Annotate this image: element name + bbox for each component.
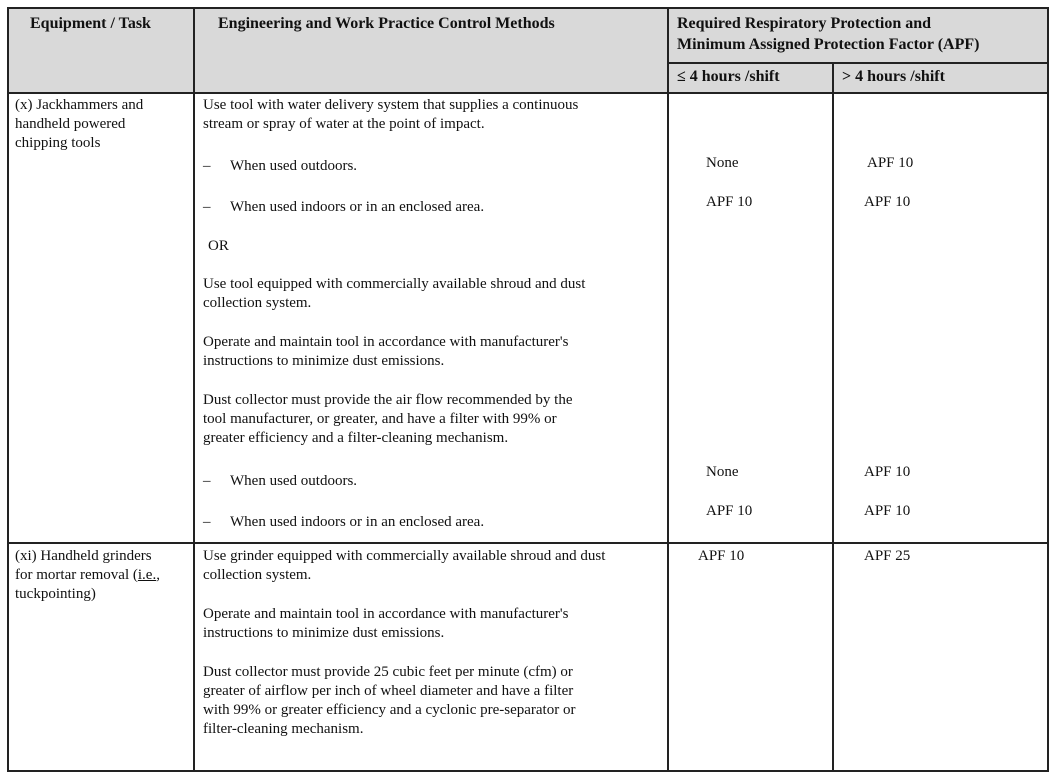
- xi-shroud-line1: Use grinder equipped with commercially available shroud and dust: [203, 548, 606, 564]
- indoors-text: When used indoors or in an enclosed area.: [230, 514, 485, 530]
- outdoors-text: When used outdoors.: [230, 158, 358, 174]
- x-shroud-line2: collection system.: [203, 295, 312, 311]
- x-water-line1: Use tool with water delivery system that supplies a continuous: [203, 97, 579, 113]
- x-water-outdoors-gt4: APF 10: [867, 155, 914, 171]
- xi-operate-line2: instructions to minimize dust emissions.: [203, 625, 445, 641]
- task-xi-line2-post: ,: [156, 567, 160, 583]
- subheader-divider: [668, 62, 1049, 64]
- dash-bullet: –: [203, 199, 211, 215]
- dash-bullet: –: [203, 514, 211, 530]
- x-water-indoors: [203, 198, 484, 217]
- x-shroud-outdoors: [203, 472, 357, 491]
- x-operate-line2: instructions to minimize dust emissions.: [203, 353, 445, 369]
- table-right-border: [1047, 7, 1049, 772]
- x-shroud-outdoors-le4: None: [706, 464, 739, 480]
- x-or: OR: [208, 238, 229, 254]
- task-xi-ie: i.e.: [137, 567, 157, 583]
- dash-bullet: –: [203, 158, 211, 174]
- task-xi-line2-pre: for mortar removal (: [15, 567, 138, 583]
- task-x-line1: (x) Jackhammers and: [15, 97, 144, 113]
- xi-operate-line1: Operate and maintain tool in accordance with manufacturer's: [203, 606, 569, 622]
- x-water-indoors-gt4: APF 10: [864, 194, 911, 210]
- task-x-line2: handheld powered: [15, 116, 126, 132]
- x-collector-line3: greater efficiency and a filter-cleaning mechanism.: [203, 430, 509, 446]
- table-bottom-border: [7, 770, 1049, 772]
- header-equipment-task: Equipment / Task: [30, 15, 151, 32]
- row-divider: [7, 542, 1049, 544]
- x-water-outdoors-le4: None: [706, 155, 739, 171]
- xi-shroud-line2: collection system.: [203, 567, 312, 583]
- x-operate-line1: Operate and maintain tool in accordance with manufacturer's: [203, 334, 569, 350]
- x-shroud-indoors-gt4: APF 10: [864, 503, 911, 519]
- header-respiratory-line2: Minimum Assigned Protection Factor (APF): [677, 36, 980, 53]
- x-collector-line1: Dust collector must provide the air flow recommended by the: [203, 392, 573, 408]
- x-water-outdoors: [203, 157, 357, 176]
- header-respiratory-line1: Required Respiratory Protection and: [677, 15, 932, 32]
- x-shroud-indoors-le4: APF 10: [706, 503, 753, 519]
- x-collector-line2: tool manufacturer, or greater, and have a filter with 99% or: [203, 411, 557, 427]
- header-bottom-border: [7, 92, 1049, 94]
- col-divider-1: [193, 7, 195, 772]
- x-shroud-indoors: [203, 513, 484, 532]
- xi-collector-line2: greater of airflow per inch of wheel diameter and have a filter: [203, 683, 574, 699]
- xi-apf-le4: APF 10: [698, 548, 745, 564]
- xi-collector-line4: filter-cleaning mechanism.: [203, 721, 364, 737]
- xi-apf-gt4: APF 25: [864, 548, 911, 564]
- x-shroud-outdoors-gt4: APF 10: [864, 464, 911, 480]
- outdoors-text: When used outdoors.: [230, 473, 358, 489]
- task-xi-line1: (xi) Handheld grinders: [15, 548, 152, 564]
- table-top-border: [7, 7, 1049, 9]
- table-left-border: [7, 7, 9, 772]
- col-divider-2: [667, 7, 669, 772]
- x-water-line2: stream or spray of water at the point of impact.: [203, 116, 485, 132]
- header-le4-hours: ≤ 4 hours /shift: [677, 68, 780, 85]
- xi-collector-line1: Dust collector must provide 25 cubic feet per minute (cfm) or: [203, 664, 573, 680]
- task-xi-line3: tuckpointing): [15, 586, 96, 602]
- x-water-indoors-le4: APF 10: [706, 194, 753, 210]
- header-control-methods: Engineering and Work Practice Control Methods: [218, 15, 555, 32]
- col-divider-3: [832, 62, 834, 772]
- dash-bullet: –: [203, 473, 211, 489]
- task-xi-line2: [15, 566, 160, 585]
- xi-collector-line3: with 99% or greater efficiency and a cyclonic pre-separator or: [203, 702, 576, 718]
- indoors-text: When used indoors or in an enclosed area.: [230, 199, 485, 215]
- header-gt4-hours: > 4 hours /shift: [842, 68, 945, 85]
- task-x-line3: chipping tools: [15, 135, 101, 151]
- x-shroud-line1: Use tool equipped with commercially available shroud and dust: [203, 276, 586, 292]
